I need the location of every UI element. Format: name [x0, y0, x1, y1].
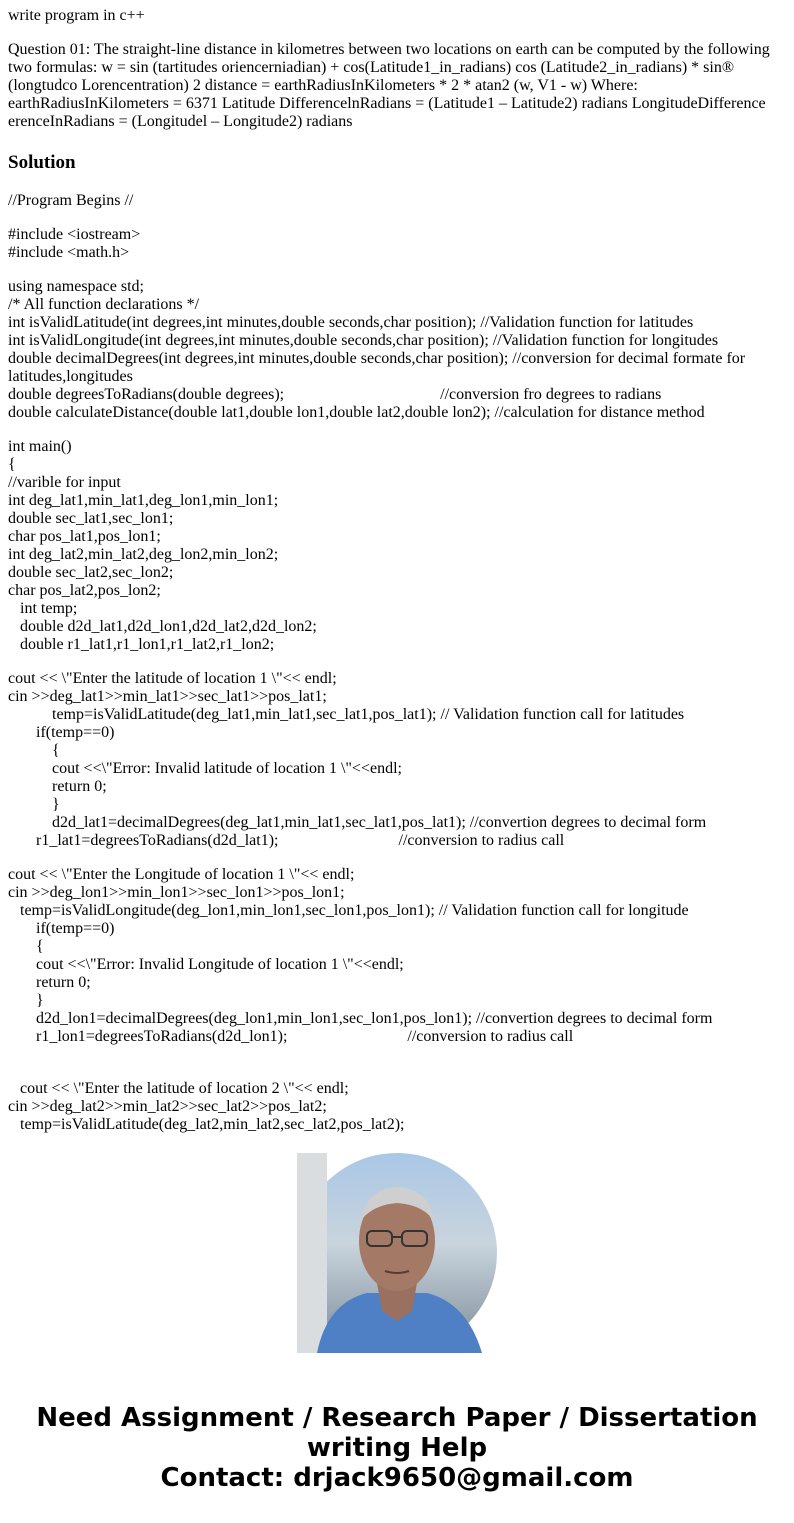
- code-line: temp=isValidLongitude(deg_lon1,min_lon1,sec_lon1,pos_lon1); // Validation function call for longitude: [8, 902, 689, 919]
- code-line: double degreesToRadians(double degrees); //conversion fro degrees to radians: [8, 386, 662, 403]
- code-line: double calculateDistance(double lat1,double lon1,double lat2,double lon2); //calculation for distance method: [8, 404, 705, 421]
- code-line: int deg_lat2,min_lat2,deg_lon2,min_lon2;: [8, 546, 279, 563]
- code-block: [8, 192, 786, 210]
- document-content: [8, 7, 786, 1133]
- code-line: r1_lon1=degreesToRadians(d2d_lon1); //conversion to radius call: [8, 1028, 574, 1045]
- wall-background: [297, 1153, 327, 1353]
- code-line: [8, 1046, 786, 1064]
- footer-contact: Contact: drjack9650@gmail.com: [160, 1463, 634, 1493]
- code-block: [8, 1080, 786, 1134]
- solution-heading: Solution: [8, 152, 76, 173]
- footer-line-2: writing Help: [306, 1433, 488, 1463]
- code-line: double d2d_lat1,d2d_lon1,d2d_lat2,d2d_lon2;: [8, 618, 317, 635]
- code-line: if(temp==0): [8, 920, 115, 937]
- footer-banner: [0, 1403, 794, 1493]
- code-line: }: [8, 992, 44, 1009]
- code-block: [8, 866, 786, 1064]
- code-line: d2d_lon1=decimalDegrees(deg_lon1,min_lon1,sec_lon1,pos_lon1); //convertion degrees to decimal form: [8, 1010, 713, 1027]
- code-line: }: [8, 796, 60, 813]
- code-line: double decimalDegrees(int degrees,int minutes,double seconds,char position); //conversion for decimal formate for latitudes,longitudes: [8, 350, 750, 385]
- code-line: d2d_lat1=decimalDegrees(deg_lat1,min_lat1,sec_lat1,pos_lat1); //convertion degrees to decimal form: [8, 814, 707, 831]
- code-line: cin >>deg_lat1>>min_lat1>>sec_lat1>>pos_lat1;: [8, 688, 327, 705]
- code-line: double sec_lat2,sec_lon2;: [8, 564, 174, 581]
- code-line: temp=isValidLatitude(deg_lat2,min_lat2,sec_lat2,pos_lat2);: [8, 1116, 405, 1133]
- code-line: {: [8, 938, 44, 955]
- code-line: using namespace std;: [8, 278, 144, 295]
- code-line: cout <<\"Error: Invalid latitude of location 1 \"<<endl;: [8, 760, 402, 777]
- question-intro: write program in c++: [8, 7, 145, 24]
- code-line: return 0;: [8, 778, 107, 795]
- code-line: {: [8, 742, 60, 759]
- solution-code: [8, 192, 786, 1134]
- code-line: cout <<\"Error: Invalid Longitude of location 1 \"<<endl;: [8, 956, 404, 973]
- code-line: #include <math.h>: [8, 244, 130, 261]
- code-line: cin >>deg_lat2>>min_lat2>>sec_lat2>>pos_lat2;: [8, 1098, 327, 1115]
- code-line: {: [8, 456, 16, 473]
- code-block: [8, 278, 786, 422]
- code-line: int temp;: [8, 600, 78, 617]
- code-line: temp=isValidLatitude(deg_lat1,min_lat1,sec_lat1,pos_lat1); // Validation function call for latitudes: [8, 706, 685, 723]
- code-line: if(temp==0): [8, 724, 115, 741]
- question-text: Question 01: The straight-line distance in kilometres between two locations on earth can be computed by the following two formulas: w = sin (tartitudes oriencerniadian) + cos(Latitude1_in_radians) cos (Latitude2_in_radians) * sin® (longtudco Lorencentration) 2 distance = earthRadiusInKilometers * 2 * atan2 (w, V1 - w) Where: earthRadiusInKilometers = 6371 Latitude DifferencelnRadians = (Latitude1 – Latitude2) radians LongitudeDifference erenceInRadians = (Longitudel – Longitude2) radians: [8, 41, 770, 130]
- code-line: char pos_lat1,pos_lon1;: [8, 528, 161, 545]
- code-line: r1_lat1=degreesToRadians(d2d_lat1); //conversion to radius call: [8, 832, 565, 849]
- code-block: [8, 438, 786, 654]
- code-line: char pos_lat2,pos_lon2;: [8, 582, 161, 599]
- code-line: cout << \"Enter the Longitude of location 1 \"<< endl;: [8, 866, 355, 883]
- code-line: //Program Begins //: [8, 192, 134, 209]
- code-line: /* All function declarations */: [8, 296, 200, 313]
- code-line: //varible for input: [8, 474, 121, 491]
- code-line: cout << \"Enter the latitude of location 2 \"<< endl;: [8, 1080, 349, 1097]
- code-block: [8, 226, 786, 262]
- code-line: double sec_lat1,sec_lon1;: [8, 510, 174, 527]
- author-photo: [297, 1153, 497, 1353]
- code-line: return 0;: [8, 974, 91, 991]
- code-line: cout << \"Enter the latitude of location 1 \"<< endl;: [8, 670, 337, 687]
- code-line: int deg_lat1,min_lat1,deg_lon1,min_lon1;: [8, 492, 279, 509]
- code-line: int isValidLatitude(int degrees,int minutes,double seconds,char position); //Validation function for latitudes: [8, 314, 694, 331]
- code-line: int main(): [8, 438, 72, 455]
- code-line: int isValidLongitude(int degrees,int minutes,double seconds,char position); //Validation function for longitudes: [8, 332, 719, 349]
- code-line: double r1_lat1,r1_lon1,r1_lat2,r1_lon2;: [8, 636, 275, 653]
- code-block: [8, 670, 786, 850]
- code-line: #include <iostream>: [8, 226, 141, 243]
- footer-line-1: Need Assignment / Research Paper / Dissertation: [36, 1403, 758, 1433]
- code-line: cin >>deg_lon1>>min_lon1>>sec_lon1>>pos_lon1;: [8, 884, 345, 901]
